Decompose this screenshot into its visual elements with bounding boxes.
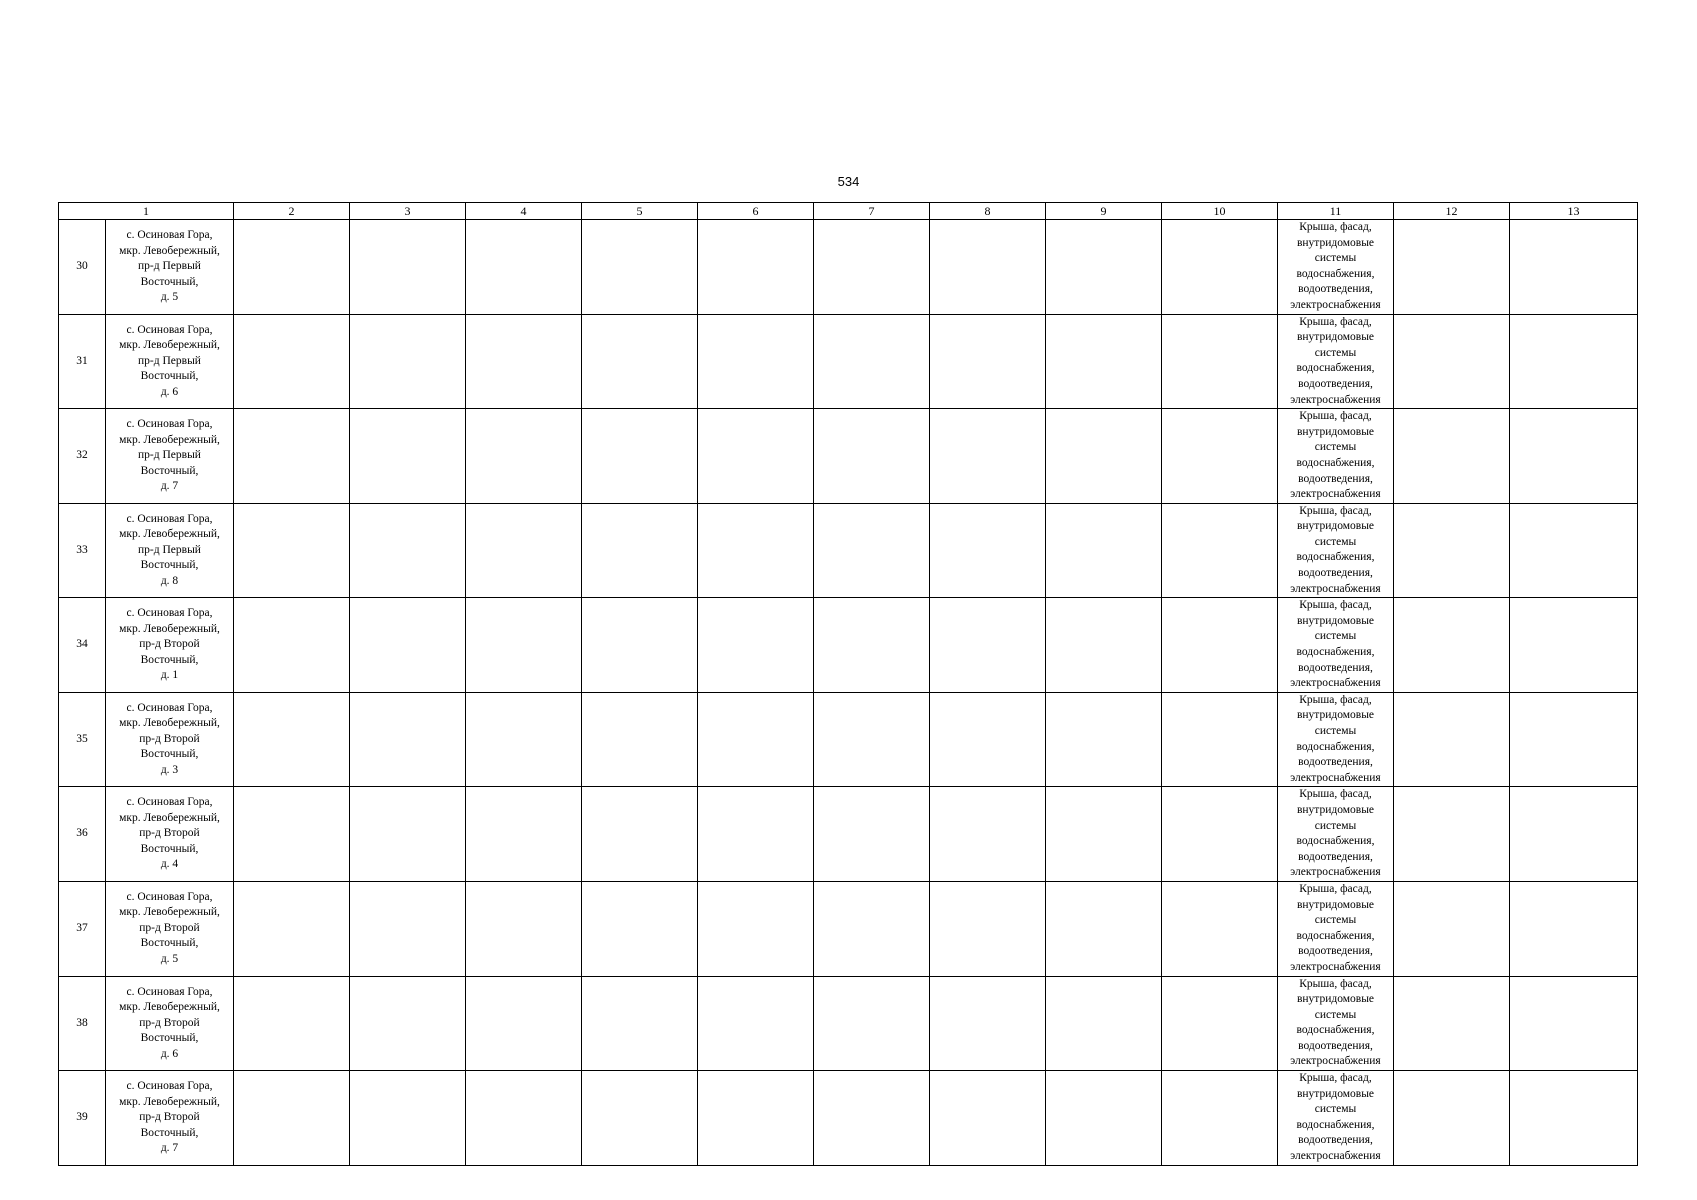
column-number-cell: 5 — [582, 203, 698, 220]
work-types-cell — [1278, 976, 1394, 1071]
empty-cell — [1510, 787, 1638, 882]
work-type-line: системы — [1314, 346, 1357, 359]
table-row — [59, 787, 1638, 882]
address-line: с. Осиновая Гора, — [126, 890, 213, 903]
column-number-cell: 1 — [59, 203, 234, 220]
empty-cell — [350, 220, 466, 315]
empty-cell — [350, 787, 466, 882]
row-number-cell: 30 — [59, 220, 106, 315]
work-type-line: внутридомовые — [1296, 331, 1375, 344]
address-cell — [106, 787, 234, 882]
empty-cell — [350, 976, 466, 1071]
address-line: Восточный, — [140, 1032, 199, 1045]
address-line: д. 5 — [160, 291, 179, 304]
empty-cell — [814, 692, 930, 787]
row-number-cell: 35 — [59, 692, 106, 787]
address-line: Восточный, — [140, 653, 199, 666]
address-line: с. Осиновая Гора, — [126, 985, 213, 998]
empty-cell — [930, 1071, 1046, 1166]
address-cell — [106, 976, 234, 1071]
work-type-line: системы — [1314, 725, 1357, 737]
address-line: мкр. Левобережный, — [119, 717, 220, 730]
address-line: пр-д Первый — [138, 354, 201, 367]
empty-cell — [1510, 692, 1638, 787]
empty-cell — [1394, 787, 1510, 882]
empty-cell — [814, 503, 930, 598]
work-type-line: Крыша, фасад, — [1299, 788, 1372, 801]
work-types-cell — [1278, 220, 1394, 315]
work-type-line: внутридомовые — [1296, 1087, 1375, 1100]
address-line: пр-д Второй — [139, 921, 200, 934]
address-line: с. Осиновая Гора, — [126, 229, 213, 242]
empty-cell — [234, 1071, 350, 1166]
address-line: с. Осиновая Гора, — [126, 607, 213, 620]
empty-cell — [466, 787, 582, 882]
address-cell — [106, 409, 234, 504]
empty-cell — [350, 314, 466, 409]
address-line: мкр. Левобережный, — [119, 1001, 220, 1014]
work-type-line: внутридомовые — [1296, 993, 1375, 1006]
address-line: мкр. Левобережный, — [119, 622, 220, 635]
column-number-cell: 10 — [1162, 203, 1278, 220]
work-type-line: водоотведения, — [1298, 472, 1373, 485]
table-row — [59, 881, 1638, 976]
empty-cell — [930, 503, 1046, 598]
column-number-cell: 7 — [814, 203, 930, 220]
table-row — [59, 692, 1638, 787]
empty-cell — [466, 220, 582, 315]
address-line: пр-д Первый — [138, 260, 201, 273]
address-line: пр-д Второй — [139, 732, 200, 745]
address-cell — [106, 1071, 234, 1166]
work-type-line: электроснабжения — [1290, 298, 1381, 311]
empty-cell — [814, 787, 930, 882]
empty-cell — [1162, 314, 1278, 409]
column-number-cell: 8 — [930, 203, 1046, 220]
table-row — [59, 220, 1638, 315]
work-type-line: системы — [1314, 1103, 1357, 1116]
work-type-line: водоснабжения, — [1296, 551, 1375, 564]
empty-cell — [1510, 1071, 1638, 1166]
empty-cell — [698, 1071, 814, 1166]
repair-schedule-table — [58, 202, 1638, 1166]
empty-cell — [1046, 692, 1162, 787]
work-type-line: системы — [1314, 441, 1357, 454]
address-line: д. 7 — [160, 1142, 179, 1155]
address-cell — [106, 598, 234, 693]
empty-cell — [698, 598, 814, 693]
empty-cell — [930, 976, 1046, 1071]
row-number-cell: 31 — [59, 314, 106, 409]
work-type-line: водоотведения, — [1298, 661, 1373, 674]
column-number-cell: 3 — [350, 203, 466, 220]
work-types-cell — [1278, 787, 1394, 882]
address-line: мкр. Левобережный, — [119, 811, 220, 824]
empty-cell — [1394, 692, 1510, 787]
page-number: 534 — [837, 174, 860, 189]
work-types-cell — [1278, 598, 1394, 693]
empty-cell — [234, 314, 350, 409]
row-number-cell: 34 — [59, 598, 106, 693]
work-type-line: Крыша, фасад, — [1299, 599, 1372, 612]
empty-cell — [814, 220, 930, 315]
address-line: Восточный, — [140, 1126, 199, 1139]
row-number-cell: 38 — [59, 976, 106, 1071]
empty-cell — [1162, 503, 1278, 598]
work-type-line: водоснабжения, — [1296, 456, 1375, 469]
table-row — [59, 1071, 1638, 1166]
address-line: мкр. Левобережный, — [119, 339, 220, 352]
work-type-line: электроснабжения — [1290, 677, 1381, 690]
work-type-line: водоотведения, — [1298, 945, 1373, 958]
address-line: д. 6 — [160, 385, 179, 398]
address-line: мкр. Левобережный, — [119, 433, 220, 446]
empty-cell — [582, 787, 698, 882]
empty-cell — [234, 787, 350, 882]
empty-cell — [582, 881, 698, 976]
work-type-line: водоотведения, — [1298, 567, 1373, 580]
column-number-cell: 13 — [1510, 203, 1638, 220]
empty-cell — [1394, 976, 1510, 1071]
work-types-cell — [1278, 881, 1394, 976]
work-type-line: Крыша, фасад, — [1299, 504, 1372, 517]
empty-cell — [234, 881, 350, 976]
empty-cell — [814, 598, 930, 693]
column-number-cell: 6 — [698, 203, 814, 220]
empty-cell — [1046, 220, 1162, 315]
address-line: д. 3 — [160, 763, 179, 776]
column-number-cell: 12 — [1394, 203, 1510, 220]
empty-cell — [698, 409, 814, 504]
work-type-line: водоотведения, — [1298, 850, 1373, 863]
empty-cell — [698, 220, 814, 315]
empty-cell — [1510, 220, 1638, 315]
address-line: с. Осиновая Гора, — [126, 512, 213, 525]
empty-cell — [350, 503, 466, 598]
work-type-line: электроснабжения — [1290, 488, 1381, 501]
empty-cell — [234, 692, 350, 787]
work-type-line: электроснабжения — [1290, 771, 1381, 784]
work-type-line: внутридомовые — [1296, 236, 1375, 249]
empty-cell — [698, 976, 814, 1071]
row-number-cell: 39 — [59, 1071, 106, 1166]
empty-cell — [582, 976, 698, 1071]
empty-cell — [582, 314, 698, 409]
empty-cell — [234, 598, 350, 693]
work-types-cell — [1278, 1071, 1394, 1166]
address-line: д. 7 — [160, 480, 179, 493]
work-type-line: системы — [1314, 252, 1357, 265]
work-type-line: внутридомовые — [1296, 709, 1375, 722]
work-type-line: внутридомовые — [1296, 520, 1375, 533]
empty-cell — [1046, 314, 1162, 409]
empty-cell — [350, 1071, 466, 1166]
address-line: мкр. Левобережный, — [119, 528, 220, 541]
table-row — [59, 503, 1638, 598]
empty-cell — [930, 409, 1046, 504]
table-row — [59, 314, 1638, 409]
work-type-line: водоотведения, — [1298, 1134, 1373, 1147]
row-number-cell: 32 — [59, 409, 106, 504]
work-type-line: водоснабжения, — [1296, 267, 1375, 280]
empty-cell — [930, 692, 1046, 787]
work-type-line: водоотведения, — [1298, 1039, 1373, 1052]
work-type-line: электроснабжения — [1290, 1150, 1381, 1163]
empty-cell — [234, 976, 350, 1071]
empty-cell — [930, 220, 1046, 315]
empty-cell — [350, 409, 466, 504]
empty-cell — [814, 1071, 930, 1166]
work-type-line: внутридомовые — [1296, 803, 1375, 816]
empty-cell — [1510, 881, 1638, 976]
empty-cell — [1046, 881, 1162, 976]
address-line: с. Осиновая Гора, — [126, 701, 213, 714]
address-line: д. 1 — [160, 669, 179, 682]
column-number-cell: 4 — [466, 203, 582, 220]
address-line: с. Осиновая Гора, — [126, 323, 213, 336]
empty-cell — [1046, 787, 1162, 882]
address-line: пр-д Второй — [139, 1111, 200, 1124]
column-number-cell: 9 — [1046, 203, 1162, 220]
empty-cell — [350, 881, 466, 976]
column-number-row — [59, 203, 1638, 220]
address-line: д. 6 — [160, 1047, 179, 1060]
work-type-line: электроснабжения — [1290, 1055, 1381, 1068]
address-line: Восточный, — [140, 559, 199, 572]
work-type-line: Крыша, фасад, — [1299, 221, 1372, 233]
empty-cell — [930, 314, 1046, 409]
empty-cell — [814, 881, 930, 976]
address-line: пр-д Второй — [139, 827, 200, 840]
empty-cell — [1046, 503, 1162, 598]
empty-cell — [1394, 598, 1510, 693]
work-type-line: водоснабжения, — [1296, 1024, 1375, 1037]
empty-cell — [234, 503, 350, 598]
work-type-line: водоснабжения, — [1296, 646, 1375, 659]
address-line: мкр. Левобережный, — [119, 1095, 220, 1108]
empty-cell — [698, 787, 814, 882]
address-cell — [106, 503, 234, 598]
empty-cell — [582, 1071, 698, 1166]
address-line: д. 4 — [160, 858, 179, 871]
empty-cell — [814, 976, 930, 1071]
empty-cell — [1162, 220, 1278, 315]
address-line: с. Осиновая Гора, — [126, 1080, 213, 1093]
work-type-line: электроснабжения — [1290, 866, 1381, 879]
empty-cell — [1162, 1071, 1278, 1166]
empty-cell — [1162, 692, 1278, 787]
empty-cell — [1394, 1071, 1510, 1166]
empty-cell — [466, 598, 582, 693]
empty-cell — [698, 881, 814, 976]
empty-cell — [698, 314, 814, 409]
empty-cell — [814, 409, 930, 504]
address-line: д. 8 — [160, 574, 179, 587]
empty-cell — [1046, 598, 1162, 693]
work-type-line: внутридомовые — [1296, 898, 1375, 911]
work-type-line: водоснабжения, — [1296, 1118, 1375, 1131]
table-row — [59, 976, 1638, 1071]
empty-cell — [814, 314, 930, 409]
address-line: Восточный, — [140, 842, 199, 855]
work-type-line: системы — [1314, 535, 1357, 548]
empty-cell — [1394, 881, 1510, 976]
address-cell — [106, 692, 234, 787]
empty-cell — [466, 314, 582, 409]
work-type-line: водоснабжения, — [1296, 835, 1375, 848]
work-type-line: водоотведения, — [1298, 756, 1373, 769]
empty-cell — [1510, 976, 1638, 1071]
address-line: мкр. Левобережный, — [119, 244, 220, 257]
work-type-line: Крыша, фасад, — [1299, 882, 1372, 895]
empty-cell — [582, 598, 698, 693]
work-type-line: электроснабжения — [1290, 393, 1381, 406]
address-line: пр-д Первый — [138, 449, 201, 462]
work-type-line: водоснабжения, — [1296, 362, 1375, 375]
empty-cell — [698, 503, 814, 598]
empty-cell — [1046, 1071, 1162, 1166]
empty-cell — [234, 409, 350, 504]
empty-cell — [930, 787, 1046, 882]
empty-cell — [466, 976, 582, 1071]
address-line: Восточный, — [140, 370, 199, 383]
address-line: Восточный, — [140, 748, 199, 761]
empty-cell — [1046, 409, 1162, 504]
work-type-line: водоснабжения, — [1296, 740, 1375, 753]
address-line: Восточный, — [140, 464, 199, 477]
empty-cell — [930, 881, 1046, 976]
empty-cell — [582, 220, 698, 315]
work-type-line: водоотведения, — [1298, 283, 1373, 296]
address-line: пр-д Второй — [139, 638, 200, 651]
address-line: Восточный, — [140, 937, 199, 950]
work-type-line: Крыша, фасад, — [1299, 1072, 1372, 1085]
work-type-line: Крыша, фасад, — [1299, 315, 1372, 328]
row-number-cell: 37 — [59, 881, 106, 976]
empty-cell — [1510, 314, 1638, 409]
empty-cell — [466, 1071, 582, 1166]
work-type-line: водоснабжения, — [1296, 929, 1375, 942]
empty-cell — [1510, 598, 1638, 693]
empty-cell — [1394, 314, 1510, 409]
empty-cell — [1162, 598, 1278, 693]
address-line: пр-д Первый — [138, 543, 201, 556]
work-types-cell — [1278, 692, 1394, 787]
work-type-line: Крыша, фасад, — [1299, 693, 1372, 706]
column-number-cell: 11 — [1278, 203, 1394, 220]
work-type-line: Крыша, фасад, — [1299, 410, 1372, 423]
work-types-cell — [1278, 409, 1394, 504]
work-types-cell — [1278, 314, 1394, 409]
empty-cell — [1046, 976, 1162, 1071]
empty-cell — [582, 692, 698, 787]
work-type-line: внутридомовые — [1296, 425, 1375, 438]
empty-cell — [466, 692, 582, 787]
empty-cell — [1394, 220, 1510, 315]
work-type-line: системы — [1314, 819, 1357, 832]
column-number-cell: 2 — [234, 203, 350, 220]
empty-cell — [466, 409, 582, 504]
row-number-cell: 36 — [59, 787, 106, 882]
address-cell — [106, 220, 234, 315]
empty-cell — [1162, 409, 1278, 504]
empty-cell — [350, 598, 466, 693]
empty-cell — [466, 881, 582, 976]
empty-cell — [698, 692, 814, 787]
address-line: пр-д Второй — [139, 1016, 200, 1029]
empty-cell — [1162, 881, 1278, 976]
empty-cell — [234, 220, 350, 315]
address-line: мкр. Левобережный, — [119, 906, 220, 919]
work-types-cell — [1278, 503, 1394, 598]
empty-cell — [582, 503, 698, 598]
work-type-line: электроснабжения — [1290, 960, 1381, 973]
empty-cell — [1394, 503, 1510, 598]
empty-cell — [582, 409, 698, 504]
row-number-cell: 33 — [59, 503, 106, 598]
table-row — [59, 598, 1638, 693]
address-cell — [106, 314, 234, 409]
work-type-line: внутридомовые — [1296, 614, 1375, 627]
work-type-line: Крыша, фасад, — [1299, 977, 1372, 990]
address-cell — [106, 881, 234, 976]
address-line: с. Осиновая Гора, — [126, 418, 213, 431]
work-type-line: электроснабжения — [1290, 582, 1381, 595]
work-type-line: водоотведения, — [1298, 377, 1373, 390]
empty-cell — [1510, 503, 1638, 598]
work-type-line: системы — [1314, 914, 1357, 927]
address-line: Восточный, — [140, 275, 199, 288]
empty-cell — [1510, 409, 1638, 504]
empty-cell — [466, 503, 582, 598]
work-type-line: системы — [1314, 1008, 1357, 1021]
empty-cell — [930, 598, 1046, 693]
address-line: с. Осиновая Гора, — [126, 796, 213, 809]
empty-cell — [1394, 409, 1510, 504]
empty-cell — [1162, 787, 1278, 882]
work-type-line: системы — [1314, 630, 1357, 643]
empty-cell — [350, 692, 466, 787]
table-row — [59, 409, 1638, 504]
address-line: д. 5 — [160, 952, 179, 965]
empty-cell — [1162, 976, 1278, 1071]
